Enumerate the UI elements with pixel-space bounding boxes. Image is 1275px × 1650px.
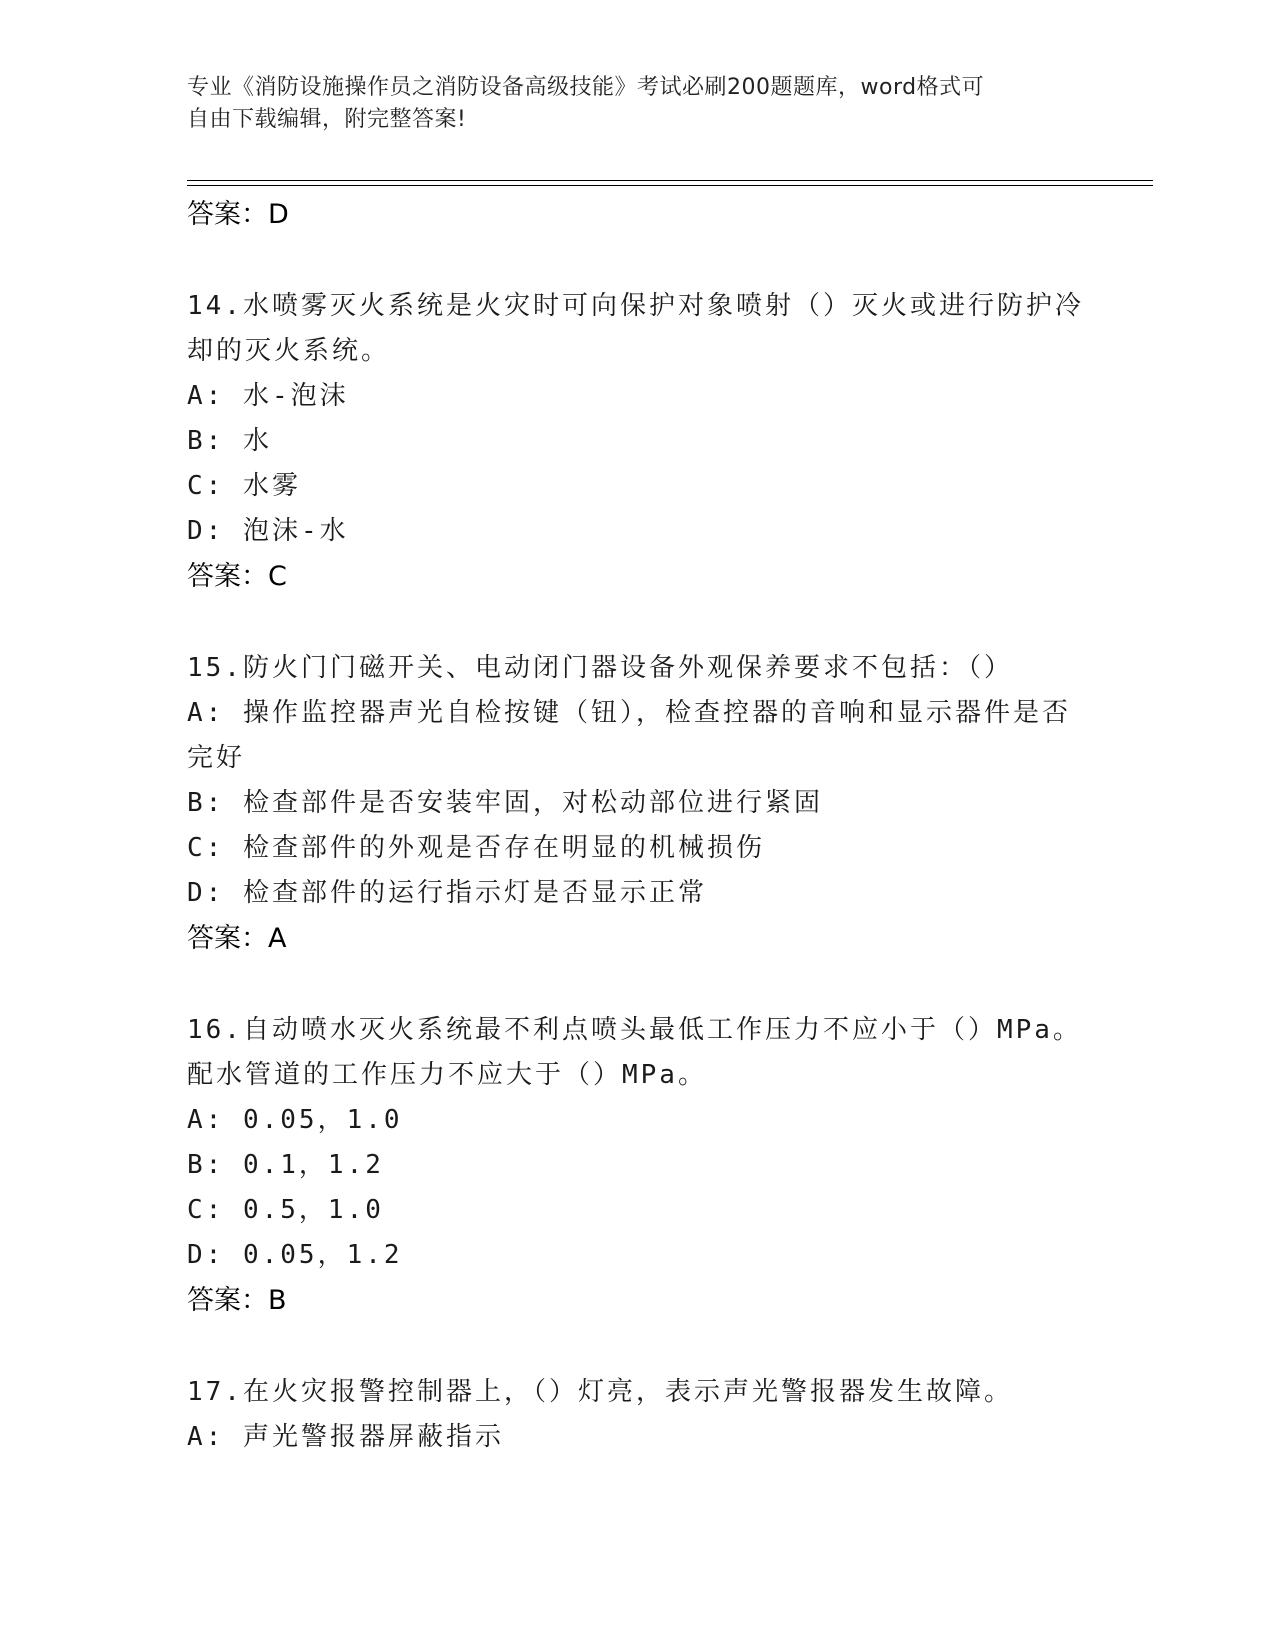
option-d: D: 检查部件的运行指示灯是否显示正常 — [187, 878, 707, 908]
answer-label: 答案：D — [187, 199, 289, 230]
option-c: C: 0.5，1.0 — [187, 1195, 384, 1225]
option-c: C: 水雾 — [187, 471, 301, 501]
option-a: A: 0.05，1.0 — [187, 1105, 403, 1135]
question-14 — [187, 284, 1087, 600]
question-15 — [187, 646, 1087, 962]
document-header — [187, 72, 1087, 136]
question-text-line: 17.在火灾报警控制器上，（）灯亮，表示声光警报器发生故障。 — [187, 1377, 1013, 1407]
question-list — [187, 190, 1087, 1460]
question-17 — [187, 1370, 1087, 1460]
question-text-line: 16.自动喷水灭火系统最不利点喷头最低工作压力不应小于（）MPa。 — [187, 1015, 1082, 1045]
header-divider-bottom — [187, 185, 1153, 186]
option-d: D: 0.05，1.2 — [187, 1240, 403, 1270]
option-b: B: 水 — [187, 426, 272, 456]
option-a: A: 水-泡沫 — [187, 381, 349, 411]
option-d: D: 泡沫-水 — [187, 516, 349, 546]
option-b: B: 0.1，1.2 — [187, 1150, 384, 1180]
header-line-2: 自由下载编辑，附完整答案! — [187, 107, 467, 132]
question-text-line: 配水管道的工作压力不应大于（）MPa。 — [187, 1060, 707, 1090]
option-b: B: 检查部件是否安装牢固，对松动部位进行紧固 — [187, 788, 823, 818]
question-text-line: 却的灭火系统。 — [187, 336, 391, 366]
answer-label: 答案：A — [187, 923, 287, 954]
header-divider-top — [187, 180, 1153, 181]
header-line-1: 专业《消防设施操作员之消防设备高级技能》考试必刷200题题库，word格式可 — [187, 75, 985, 100]
option-a: A: 声光警报器屏蔽指示 — [187, 1422, 504, 1452]
option-c: C: 检查部件的外观是否存在明显的机械损伤 — [187, 833, 765, 863]
question-text-line: 14.水喷雾灭火系统是火灾时可向保护对象喷射（）灭火或进行防护冷 — [187, 291, 1084, 321]
question-16 — [187, 1008, 1087, 1324]
answer-label: 答案：C — [187, 561, 287, 592]
option-a-continued: 完好 — [187, 743, 246, 773]
answer-label: 答案：B — [187, 1285, 287, 1316]
question-text-line: 15.防火门门磁开关、电动闭门器设备外观保养要求不包括：（） — [187, 653, 1013, 683]
option-a: A: 操作监控器声光自检按键（钮），检查控器的音响和显示器件是否 — [187, 698, 1071, 728]
